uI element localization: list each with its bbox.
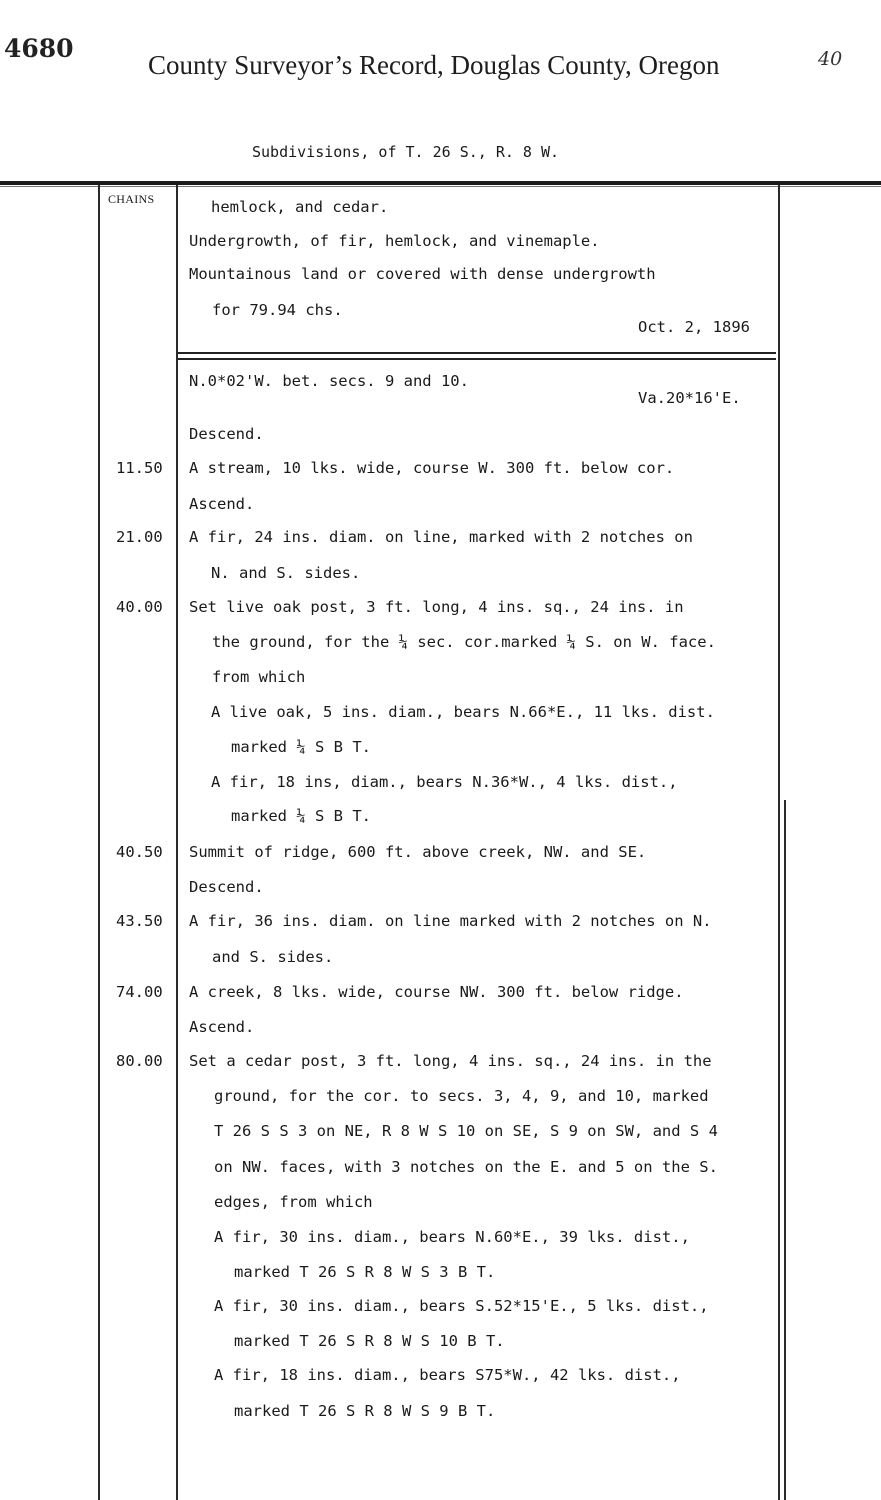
record-line: A fir, 30 ins. diam., bears S.52*15'E., 5 lks. dist., (214, 1297, 709, 1315)
record-line: Descend. (189, 425, 264, 443)
record-line: A fir, 30 ins. diam., bears N.60*E., 39 lks. dist., (214, 1228, 690, 1246)
record-line: marked T 26 S R 8 W S 10 B T. (234, 1332, 505, 1350)
record-line: marked ¼ S B T. (231, 807, 371, 825)
record-line: Set live oak post, 3 ft. long, 4 ins. sq., 24 ins. in (189, 598, 684, 616)
record-line: N.0*02'W. bet. secs. 9 and 10. (189, 372, 469, 390)
chain-value: 74.00 (116, 983, 163, 1001)
chain-value: 80.00 (116, 1052, 163, 1070)
page-number: 4680 (4, 34, 74, 63)
record-line: marked T 26 S R 8 W S 3 B T. (234, 1263, 496, 1281)
chains-column-line (176, 185, 178, 1500)
record-line: marked T 26 S R 8 W S 9 B T. (234, 1402, 496, 1420)
record-line: Descend. (189, 878, 264, 896)
record-line: Summit of ridge, 600 ft. above creek, NW. and SE. (189, 843, 647, 861)
record-line: N. and S. sides. (211, 564, 361, 582)
record-line: A creek, 8 lks. wide, course NW. 300 ft. below ridge. (189, 983, 684, 1001)
record-line: Ascend. (189, 1018, 255, 1036)
record-line: A fir, 18 ins, diam., bears N.36*W., 4 lks. dist., (211, 773, 678, 791)
outer-margin-line (784, 800, 786, 1500)
section-divider (178, 358, 776, 360)
right-margin-line (778, 185, 780, 1500)
record-line: Mountainous land or covered with dense undergrowth (189, 265, 656, 283)
record-line: and S. sides. (212, 948, 334, 966)
subtitle: Subdivisions, of T. 26 S., R. 8 W. (252, 143, 560, 161)
record-line: edges, from which (214, 1193, 373, 1211)
record-line: the ground, for the ¼ sec. cor.marked ¼ S. on W. face. (212, 633, 716, 651)
record-line: Ascend. (189, 495, 255, 513)
record-line: T 26 S S 3 on NE, R 8 W S 10 on SE, S 9 on SW, and S 4 (214, 1122, 718, 1140)
page-title: County Surveyor’s Record, Douglas County, Oregon (148, 50, 720, 80)
folio-number: 40 (818, 48, 843, 70)
record-line: marked ¼ S B T. (231, 738, 371, 756)
record-line: A stream, 10 lks. wide, course W. 300 ft. below cor. (189, 459, 675, 477)
record-line: from which (212, 668, 306, 686)
record-line: Set a cedar post, 3 ft. long, 4 ins. sq., 24 ins. in the (189, 1052, 712, 1070)
record-line: hemlock, and cedar. (211, 198, 389, 216)
record-line: ground, for the cor. to secs. 3, 4, 9, and 10, marked (214, 1087, 709, 1105)
top-rule (0, 181, 881, 185)
left-margin-line (98, 185, 100, 1500)
chain-value: 40.50 (116, 843, 163, 861)
record-date: Oct. 2, 1896 (638, 318, 750, 336)
record-line: on NW. faces, with 3 notches on the E. and 5 on the S. (214, 1158, 718, 1176)
top-rule-shadow (0, 186, 881, 187)
chain-value: 21.00 (116, 528, 163, 546)
record-line: for 79.94 chs. (212, 301, 343, 319)
record-line: A live oak, 5 ins. diam., bears N.66*E., 11 lks. dist. (211, 703, 715, 721)
record-line: A fir, 18 ins. diam., bears S75*W., 42 lks. dist., (214, 1366, 681, 1384)
chains-column-header: CHAINS (108, 192, 155, 206)
variation-note: Va.20*16'E. (638, 389, 741, 407)
chain-value: 40.00 (116, 598, 163, 616)
section-divider (178, 352, 776, 354)
record-line: A fir, 36 ins. diam. on line marked with 2 notches on N. (189, 912, 712, 930)
chain-value: 11.50 (116, 459, 163, 477)
chain-value: 43.50 (116, 912, 163, 930)
record-line: Undergrowth, of fir, hemlock, and vinemaple. (189, 232, 600, 250)
record-line: A fir, 24 ins. diam. on line, marked with 2 notches on (189, 528, 693, 546)
